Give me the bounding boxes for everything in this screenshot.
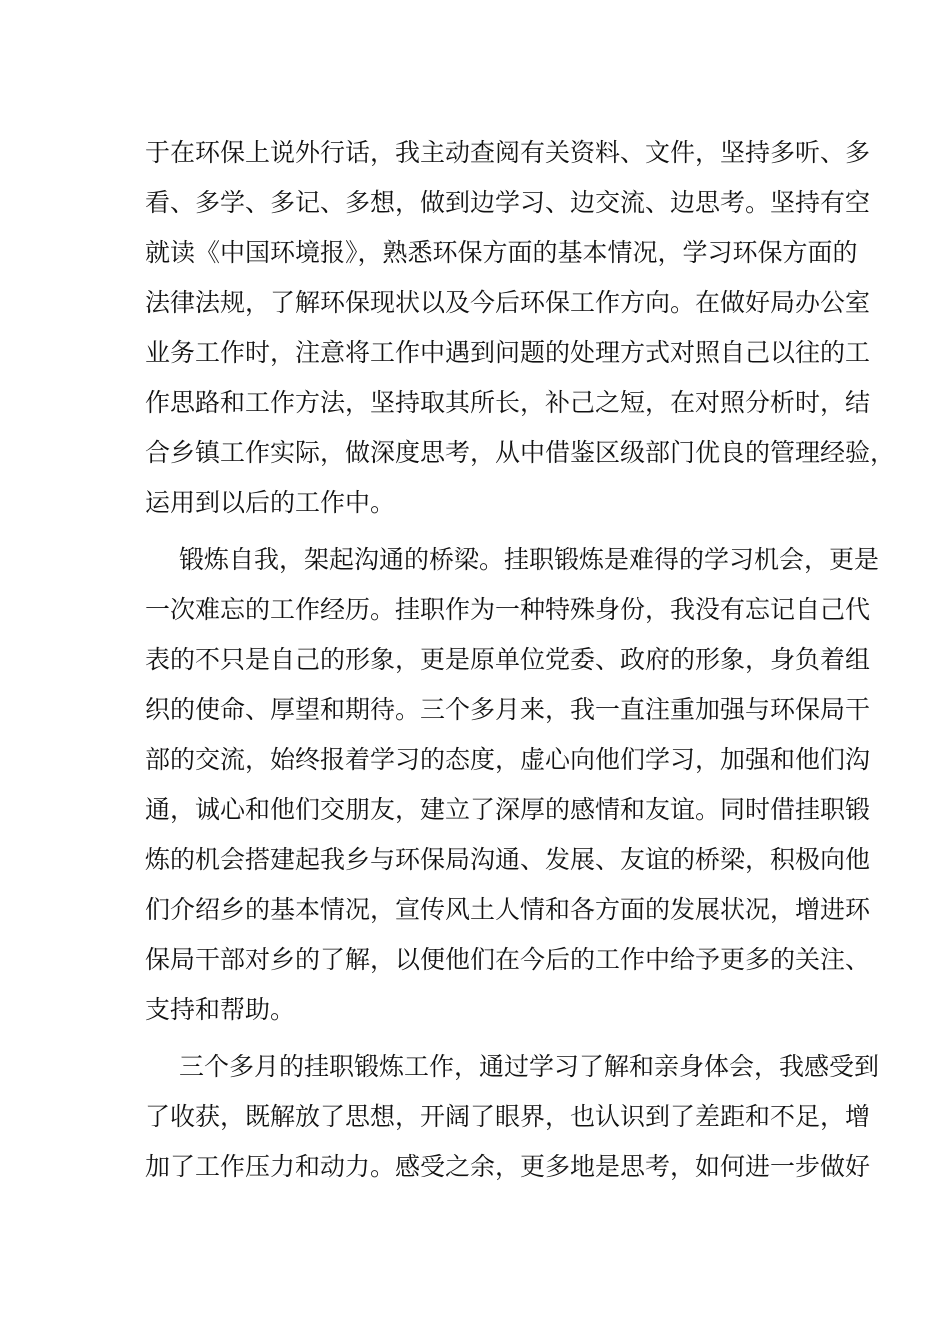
paragraph-3 <box>145 1042 880 1192</box>
text-line: 三个多月的挂职锻炼工作，通过学习了解和亲身体会，我感受到 <box>179 1052 880 1081</box>
text-line: 炼的机会搭建起我乡与环保局沟通、发展、友谊的桥梁，积极向他 <box>145 845 871 874</box>
text-line: 表的不只是自己的形象，更是原单位党委、政府的形象，身负着组 <box>145 645 871 674</box>
text-line: 法律法规，了解环保现状以及今后环保工作方向。在做好局办公室 <box>145 288 871 317</box>
text-line: 作思路和工作方法，坚持取其所长，补己之短，在对照分析时，结 <box>145 388 871 417</box>
text-line: 们介绍乡的基本情况，宣传风土人情和各方面的发展状况，增进环 <box>145 895 871 924</box>
text-line: 看、多学、多记、多想，做到边学习、边交流、边思考。坚持有空 <box>145 188 871 217</box>
text-line: 锻炼自我，架起沟通的桥梁。挂职锻炼是难得的学习机会，更是 <box>179 545 880 574</box>
paragraph-2 <box>145 535 880 1035</box>
text-line: 运用到以后的工作中。 <box>145 488 396 517</box>
text-line: 就读《中国环境报》，熟悉环保方面的基本情况，学习环保方面的 <box>145 238 858 267</box>
text-line: 支持和帮助。 <box>145 995 296 1024</box>
paragraph-spacer <box>145 528 810 535</box>
text-line: 织的使命、厚望和期待。三个多月来，我一直注重加强与环保局干 <box>145 695 871 724</box>
text-line: 一次难忘的工作经历。挂职作为一种特殊身份，我没有忘记自己代 <box>145 595 871 624</box>
text-line: 业务工作时，注意将工作中遇到问题的处理方式对照自己以往的工 <box>145 338 871 367</box>
paragraph-spacer <box>145 1035 810 1042</box>
text-line: 保局干部对乡的了解，以便他们在今后的工作中给予更多的关注、 <box>145 945 871 974</box>
text-line: 合乡镇工作实际，做深度思考，从中借鉴区级部门优良的管理经验， <box>145 438 896 467</box>
text-line: 了收获，既解放了思想，开阔了眼界，也认识到了差距和不足，增 <box>145 1102 871 1131</box>
document-body <box>145 128 896 1192</box>
text-line: 通，诚心和他们交朋友，建立了深厚的感情和友谊。同时借挂职锻 <box>145 795 871 824</box>
text-line: 于在环保上说外行话，我主动查阅有关资料、文件，坚持多听、多 <box>145 138 871 167</box>
text-line: 加了工作压力和动力。感受之余，更多地是思考，如何进一步做好 <box>145 1152 871 1181</box>
text-line: 部的交流，始终报着学习的态度，虚心向他们学习，加强和他们沟 <box>145 745 871 774</box>
paragraph-1 <box>145 128 896 528</box>
